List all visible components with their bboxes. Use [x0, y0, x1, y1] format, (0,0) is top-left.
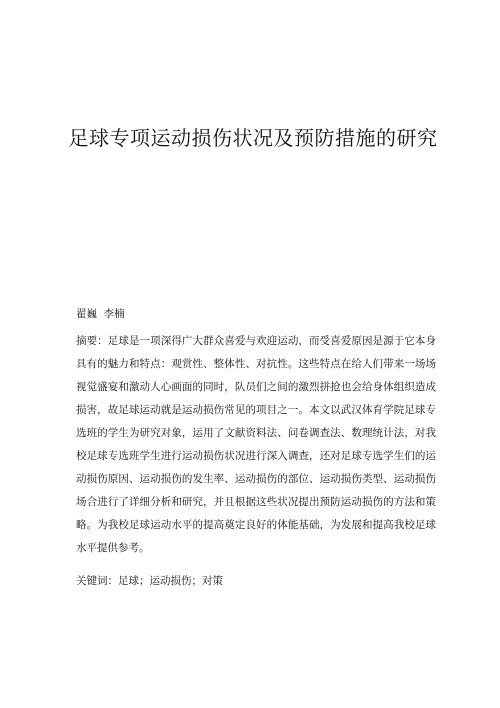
abstract: 摘要：足球是一项深得广大群众喜爱与欢迎运动，而受喜爱原因是源于它本身具有的魅力和特点：观赏性、整体性、对抗性。这些特点在给人们带来一场场视觉盛宴和激动人心画面的同时，队员们之间的激烈拼抢也会给身体组织造成损害，故足球运动就是运动损伤常见的项目之一。本文以武汉体育学院足球专选班的学生为研究对象，运用了文献资料法、问卷调查法、数理统计法，对我校足球专选班学生进行运动损伤状况进行深入调查，还对足球专选学生们的运动损伤原因、运动损伤的发生率、运动损伤的部位、运动损伤类型、运动损伤场合进行了详细分析和研究，并且根据这些状况提出预防运动损伤的方法和策略。为我校足球运动水平的提高奠定良好的体能基础，为发展和提高我校足球水平提供参考。 [76, 335, 436, 554]
document-title: 足球专项运动损伤状况及预防措施的研究 [68, 126, 438, 150]
authors: 翟巍 李楠 [76, 308, 125, 320]
keywords: 关键词：足球；运动损伤；对策 [76, 575, 223, 587]
